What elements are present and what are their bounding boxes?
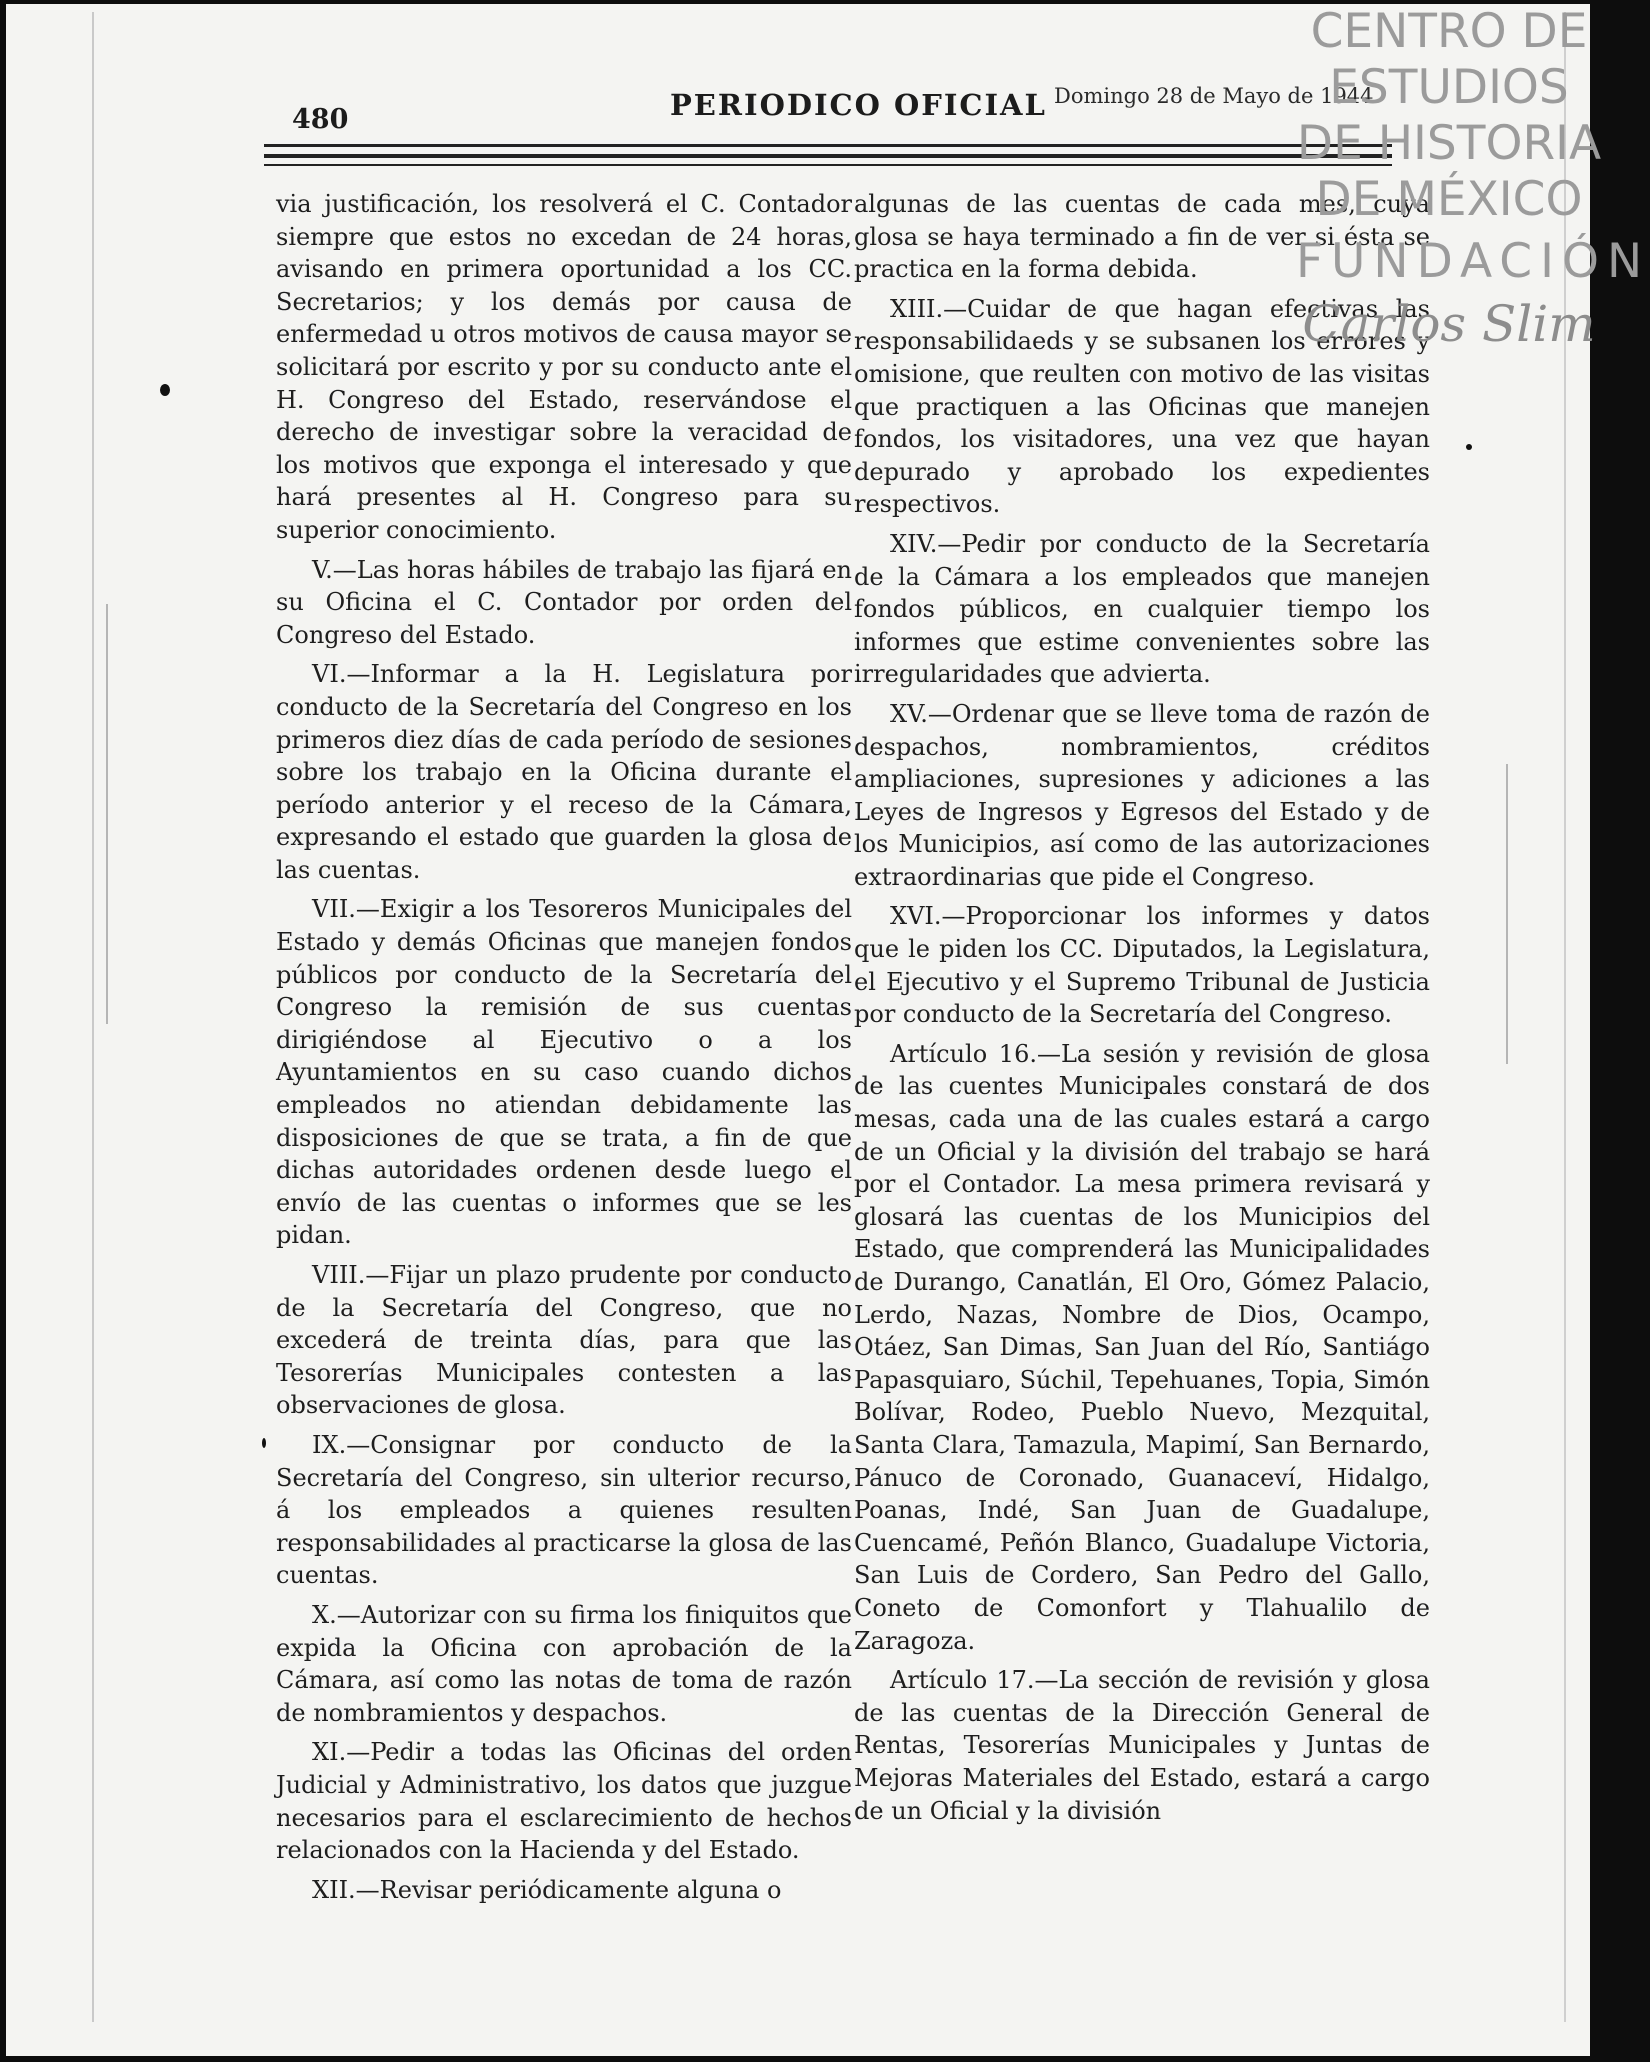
watermark-line: CENTRO DE [1310, 4, 1588, 59]
paragraph: XV.—Ordenar que se lleve toma de razón de despachos, nombramientos, créditos ampliaciones, supresiones y adiciones a las Leyes de Ingresos y Egresos del Estado y de los Municipios, así como de las autorizaciones extraordinarias que pide el Congreso. [854, 699, 1430, 891]
paragraph: V.—Las horas hábiles de trabajo las fijará en su Oficina el C. Contador por orden del Congreso del Estado. [276, 555, 852, 649]
paragraph: XII.—Revisar periódicamente alguna o [312, 1875, 782, 1904]
paragraph: XVI.—Proporcionar los informes y datos que le piden los CC. Diputados, la Legislatura, el Ejecutivo y el Supremo Tribunal de Justicia por conducto de la Secretaría del Congreso. [854, 902, 1430, 1029]
paragraph: via justificación, los resolverá el C. Contador siempre que estos no excedan de 24 horas, avisando en primera oportunidad a los CC. Secretarios; y los demás por causa de enfermedad u otros motivos de causa mayor se solicitará por escrito y por su conducto ante el H. Congreso del Estado, reservándose el derecho de investigar sobre la veracidad de los motivos que exponga el interesado y que hará presentes al H. Congreso para su superior conocimiento. [276, 190, 852, 544]
paragraph: VIII.—Fijar un plazo prudente por conducto de la Secretaría del Congreso, que no excederá de treinta días, para que las Tesorerías Municipales contesten a las observaciones de glosa. [276, 1261, 852, 1420]
scan-scratch [1506, 764, 1508, 1064]
paragraph: XIII.—Cuidar de que hagan efectivas las responsabilidaeds y se subsanen los errores y omisione, que reulten con motivo de las visitas que practiquen a las Oficinas que manejen fondos, los visitadores, una vez que hayan depurado y aprobado los expedientes respectivos. [854, 294, 1430, 519]
right-column [854, 188, 1430, 1834]
paragraph: Artículo 17.—La sección de revisión y glosa de las cuentas de la Dirección General de Rentas, Tesorerías Municipales y Juntas de Mejoras Materiales del Estado, estará a cargo de un Oficial y la división [854, 1666, 1430, 1825]
watermark-line: ESTUDIOS [1329, 60, 1569, 115]
page-number: 480 [292, 104, 349, 135]
paragraph: XI.—Pedir a todas las Oficinas del orden Judicial y Administrativo, los datos que juzgue necesarios para el esclarecimiento de hechos relacionados con la Hacienda y del Estado. [276, 1738, 852, 1865]
watermark-line: DE HISTORIA [1296, 116, 1602, 171]
paragraph: XIV.—Pedir por conducto de la Secretaría de la Cámara a los empleados que manejen fondos públicos, en cualquier tiempo los informes que estime convenientes sobre las irregularidades que advierta. [854, 529, 1430, 689]
paragraph: VI.—Informar a la H. Legislatura por conducto de la Secretaría del Congreso en los primeros diez días de cada período de sesiones sobre los trabajo en la Oficina durante el período anterior y el receso de la Cámara, expresando el estado que guarden la glosa de las cuentas. [276, 660, 852, 884]
left-column [276, 188, 852, 1913]
header-rule [264, 144, 1392, 147]
header-rule [264, 164, 1392, 166]
scan-scratch [106, 604, 108, 1024]
scanned-page [6, 4, 1650, 2056]
archive-watermark [1296, 4, 1650, 404]
watermark-line: DE MÉXICO [1315, 172, 1583, 227]
watermark-line: FUNDACIÓN [1296, 234, 1650, 289]
paragraph: VII.—Exigir a los Tesoreros Municipales del Estado y demás Oficinas que manejen fondos públicos por conducto de la Secretaría del Congreso la remisión de sus cuentas dirigiéndose al Ejecutivo o a los Ayuntamientos en su caso cuando dichos empleados no atiendan debidamente las disposiciones de que se trata, a fin de que dichas autoridades ordenen desde luego el envío de las cuentas o informes que se les pidan. [276, 895, 852, 1250]
newspaper-title: PERIODICO OFICIAL [670, 88, 1047, 122]
ink-speck [262, 1438, 266, 1448]
ink-speck [160, 384, 170, 396]
paragraph: Artículo 16.—La sesión y revisión de glosa de las cuentes Municipales constará de dos mesas, cada una de las cuales estará a cargo de un Oficial y la división del trabajo se hará por el Contador. La mesa primera revisará y glosará las cuentas de los Municipios del Estado, que comprenderá las Municipalidades de Durango, Canatlán, El Oro, Gómez Palacio, Lerdo, Nazas, Nombre de Dios, Ocampo, Otáez, San Dimas, San Juan del Río, Santiágo Papasquiaro, Súchil, Tepehuanes, Topia, Simón Bolívar, Rodeo, Pueblo Nuevo, Mezquital, Santa Clara, Tamazula, Mapimí, San Bernardo, Pánuco de Coronado, Guanaceví, Hidalgo, Poanas, Indé, San Juan de Guadalupe, Cuencamé, Peñón Blanco, Guadalupe Victoria, San Luis de Cordero, San Pedro del Gallo, Coneto de Comonfort y Tlahualilo de Zaragoza. [854, 1039, 1430, 1655]
issue-date: Domingo 28 de Mayo de 1944 [1054, 84, 1374, 108]
paragraph: X.—Autorizar con su firma los finiquitos que expida la Oficina con aprobación de la Cámara, así como las notas de toma de razón de nombramientos y despachos. [276, 1600, 852, 1727]
paragraph: algunas de las cuentas de cada mes, cuya glosa se haya terminado a fin de ver si ésta se practica en la forma debida. [854, 190, 1430, 284]
watermark-signature: Carlos Slim [1302, 295, 1596, 353]
page-header [262, 80, 1392, 136]
paragraph: IX.—Consignar por conducto de la Secretaría del Congreso, sin ulterior recurso, á los empleados a quienes resulten responsabilidades al practicarse la glosa de las cuentas. [276, 1430, 852, 1590]
header-rule [264, 154, 1392, 158]
ink-speck [1466, 444, 1472, 450]
